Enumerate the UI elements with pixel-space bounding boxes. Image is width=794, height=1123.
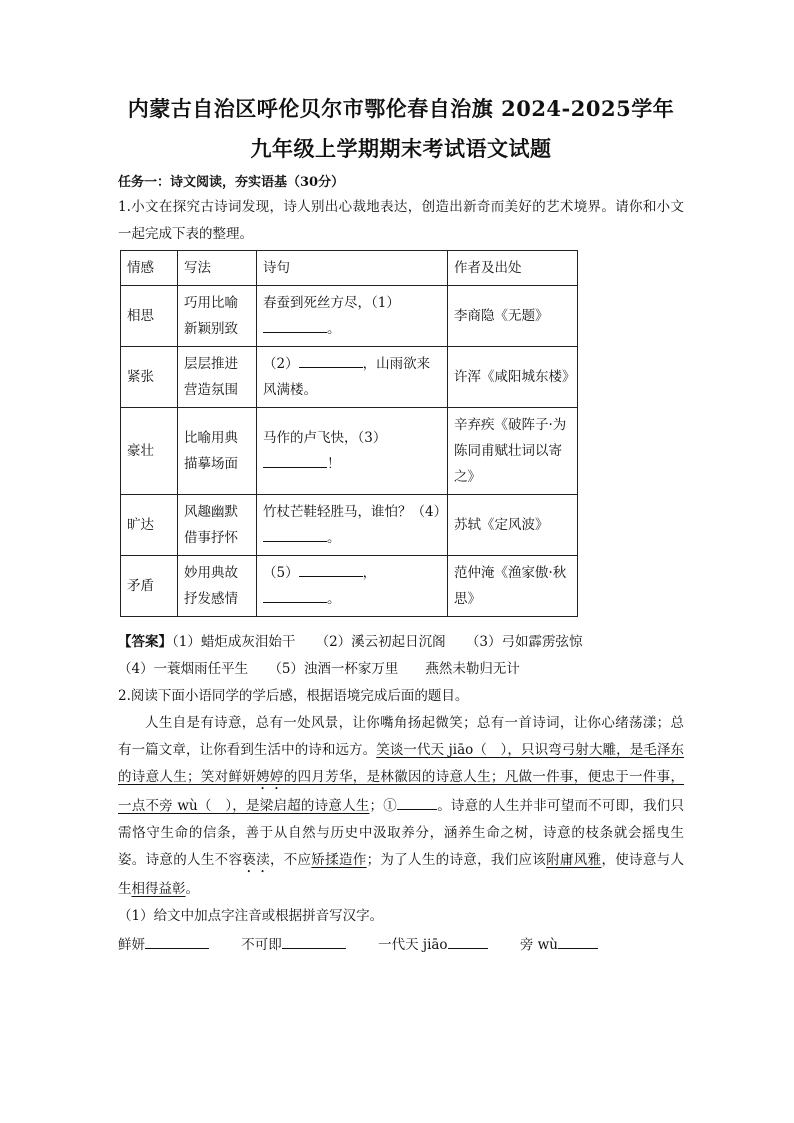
emotion-cell: 相思	[121, 286, 178, 347]
answer-blank[interactable]	[263, 453, 327, 468]
fill-label: 不可即	[241, 937, 282, 953]
passage-text: 人生自是有诗意，总有一处风景，让你嘴角扬起微笑；总有一首诗词，让你心绪荡漾；总有一篇文章，让你看到生活中的诗和远方。	[118, 715, 684, 758]
verse-text: ，山雨欲来风满楼。	[263, 356, 431, 398]
method-cell: 层层推进营造氛围	[178, 347, 257, 408]
subquestion-1: （1）给文中加点字注音或根据拼音写汉字。	[118, 908, 384, 924]
table-row	[121, 556, 578, 617]
table-row	[121, 408, 578, 495]
verse-cell	[257, 347, 448, 408]
verse-text: 。	[327, 591, 341, 607]
verse-text: ，	[362, 565, 377, 581]
underlined-text: 笑谈一代天 jiāo（ ），只识弯弓射大雕，是毛泽东的诗意人生；笑对鲜妍	[118, 742, 684, 785]
answer-blank[interactable]	[263, 527, 327, 542]
dotted-text: 亵渎	[242, 852, 270, 868]
underlined-text: 附庸风雅	[546, 852, 602, 868]
poem-table	[120, 250, 578, 617]
table-row	[121, 347, 578, 408]
verse-cell	[257, 495, 448, 556]
answer-blank[interactable]	[448, 934, 488, 949]
answer-block	[118, 629, 684, 683]
page-title-line2: 九年级上学期期末考试语文试题	[250, 136, 552, 161]
table-header-cell: 情感	[121, 251, 178, 286]
verse-text: 。	[327, 530, 341, 546]
verse-cell	[257, 556, 448, 617]
table-header-cell: 作者及出处	[448, 251, 578, 286]
emotion-cell: 豪壮	[121, 408, 178, 495]
page-title-line1: 内蒙古自治区呼伦贝尔市鄂伦春自治旗 2024-2025学年	[127, 96, 675, 121]
question-1-text: 1.小文在探究古诗词发现，诗人别出心裁地表达，创造出新奇而美好的艺术境界。请你和小文一起完成下表的整理。	[118, 199, 684, 242]
emotion-cell: 旷达	[121, 495, 178, 556]
method-cell: 比喻用典描摹场面	[178, 408, 257, 495]
answer-tag: 【答案】	[118, 634, 172, 650]
emotion-cell: 紧张	[121, 347, 178, 408]
verse-cell	[257, 286, 448, 347]
reading-passage	[118, 710, 684, 903]
source-cell: 李商隐《无题》	[448, 286, 578, 347]
verse-text: 。	[327, 321, 341, 337]
answer-blank[interactable]	[558, 934, 598, 949]
method-cell: 妙用典故抒发感情	[178, 556, 257, 617]
passage-text: 。	[185, 881, 199, 897]
answer-blank[interactable]	[145, 934, 209, 949]
source-cell: 许浑《咸阳城东楼》	[448, 347, 578, 408]
answer-blank[interactable]	[299, 562, 363, 577]
passage-text: ，不应	[269, 852, 312, 868]
passage-text: ；为了人生的诗意，我们应该	[366, 852, 547, 868]
task-heading: 任务一：诗文阅读，夯实语基（30分）	[118, 175, 345, 190]
answer-blank[interactable]	[397, 795, 437, 810]
answer-blank[interactable]	[282, 934, 346, 949]
table-row	[121, 495, 578, 556]
answer-blank[interactable]	[263, 588, 327, 603]
underlined-text: 矫揉造作	[311, 852, 367, 868]
method-cell: 巧用比喻新颖别致	[178, 286, 257, 347]
table-row	[121, 286, 578, 347]
fill-label: 鲜妍	[118, 937, 145, 953]
answer-blank[interactable]	[263, 318, 327, 333]
verse-cell	[257, 408, 448, 495]
question-2-text: 2.阅读下面小语同学的学后感，根据语境完成后面的题目。	[118, 688, 469, 704]
answer-line-1: （1）蜡炬成灰泪始干 （2）溪云初起日沉阁 （3）弓如霹雳弦惊	[172, 634, 583, 650]
passage-text: ，使诗意与人生	[118, 852, 684, 897]
table-header-cell: 写法	[178, 251, 257, 286]
passage-text: 。诗意的人生并非可望而不可即，我们只需恪守生命的信条，善于从自然与历史中汲取养分，涵养生命之树，诗意的枝条就会摇曳生姿。诗意的人生不容	[118, 798, 685, 868]
verse-text: （5）	[263, 565, 299, 581]
verse-text: ！	[327, 456, 341, 472]
table-header-row	[121, 251, 578, 286]
source-cell: 范仲淹《渔家傲·秋思》	[448, 556, 578, 617]
method-cell: 风趣幽默借事抒怀	[178, 495, 257, 556]
answer-blank[interactable]	[299, 353, 363, 368]
fill-in-row	[118, 930, 684, 960]
passage-text: ；①	[369, 798, 397, 814]
fill-label: 旁 wù	[519, 937, 558, 953]
emotion-cell: 矛盾	[121, 556, 178, 617]
verse-text: 竹杖芒鞋轻胜马，谁怕？（4）	[263, 504, 448, 520]
fill-label: 一代天 jiāo	[378, 937, 448, 953]
document-page	[118, 92, 684, 960]
underlined-text: 的四月芳华，是林徽因的诗意人生；凡做一件事，便忠于一件事，一点不旁 wù（ ），是梁启超的诗意人生	[118, 769, 684, 814]
verse-text: （2）	[263, 356, 299, 372]
verse-text: 马作的卢飞快，（3）	[263, 430, 387, 446]
source-cell: 苏轼《定风波》	[448, 495, 578, 556]
answer-line-2: （4）一蓑烟雨任平生 （5）浊酒一杯家万里 燕然未勒归无计	[118, 661, 520, 677]
table-header-cell: 诗句	[257, 251, 448, 286]
verse-text: 春蚕到死丝方尽，（1）	[263, 295, 400, 311]
dotted-text: 娉婷	[256, 769, 284, 785]
underlined-text: 相得益彰	[131, 881, 186, 897]
source-cell: 辛弃疾《破阵子·为陈同甫赋壮词以寄之》	[448, 408, 578, 495]
